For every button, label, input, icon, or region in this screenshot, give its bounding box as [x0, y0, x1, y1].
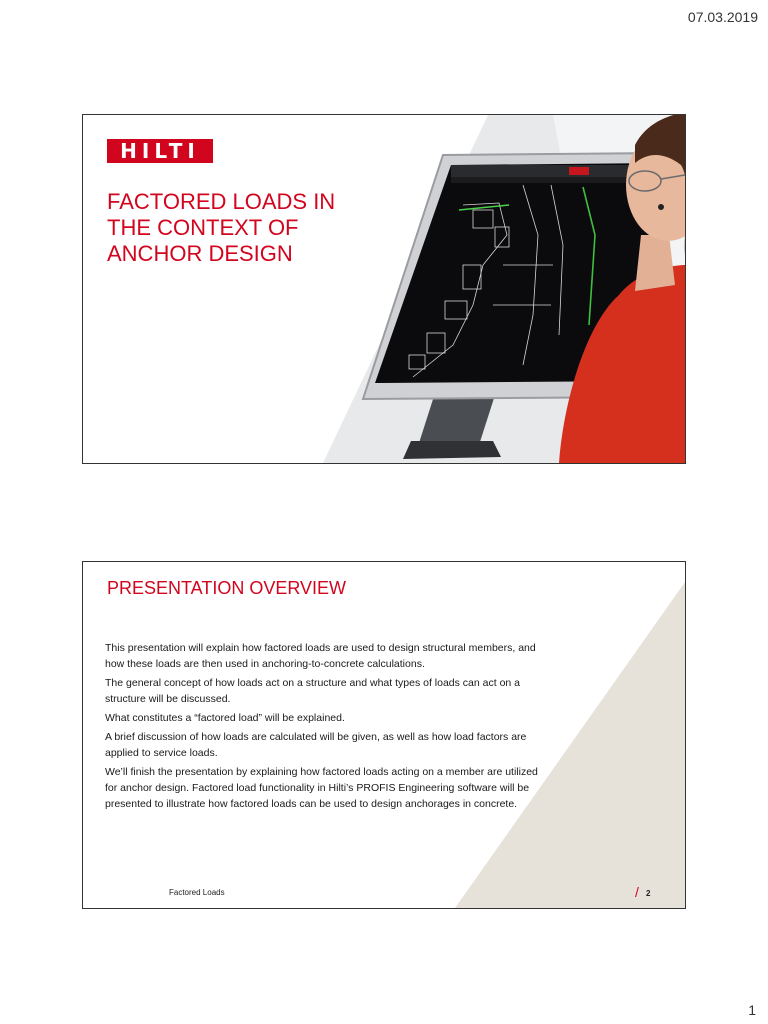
overview-paragraph: A brief discussion of how loads are calculated will be given, as well as how load factors are applied to service loads. [105, 731, 527, 759]
page-number: 1 [748, 1002, 756, 1018]
overview-paragraph: We’ll finish the presentation by explaining how factored loads acting on a member are utilized for anchor design. Factored load functionality in Hilti’s PROFIS Engineering software will be presented to illustrate how factored loads can be used to design anchorages in concrete. [105, 766, 538, 810]
overview-body [105, 640, 545, 815]
title-line: ANCHOR DESIGN [107, 241, 293, 266]
overview-paragraph: What constitutes a “factored load” will be explained. [105, 712, 345, 724]
overview-heading: PRESENTATION OVERVIEW [107, 578, 347, 598]
overview-paragraph: The general concept of how loads act on a structure and what types of loads can act on a structure will be discussed. [105, 677, 521, 705]
hilti-logo: HILTI [107, 139, 213, 163]
person-earring [658, 204, 664, 210]
slide-overview [82, 561, 686, 909]
title-line: FACTORED LOADS IN [107, 189, 336, 214]
slash-mark: / [635, 884, 639, 900]
monitor-base [403, 441, 501, 459]
slide-title [82, 114, 686, 464]
slide-number: 2 [646, 889, 651, 898]
overview-paragraph: This presentation will explain how factored loads are used to design structural members, and how these loads are then used in anchoring-to-concrete calculations. [105, 642, 536, 670]
person-neck [635, 235, 675, 291]
title-photo [323, 115, 685, 463]
title-line: THE CONTEXT OF [107, 215, 299, 240]
screen-toolbar-accent [569, 167, 589, 175]
page-date: 07.03.2019 [687, 9, 758, 25]
screen-toolbar [451, 165, 657, 177]
slide-footer-label: Factored Loads [169, 888, 225, 897]
slide-title-heading [107, 189, 407, 267]
